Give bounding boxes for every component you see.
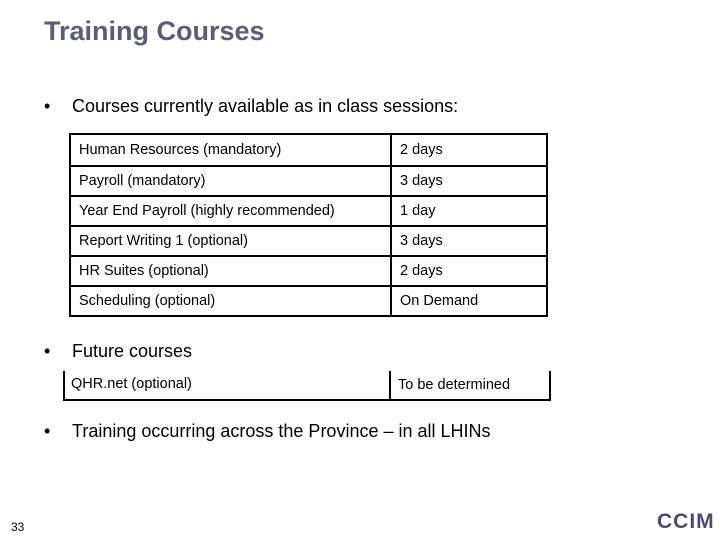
course-name: Year End Payroll (highly recommended) [70, 196, 391, 226]
table-row [70, 196, 547, 226]
course-name: Human Resources (mandatory) [70, 134, 391, 166]
bullet-dot: • [44, 421, 51, 441]
bullet-text: Courses currently available as in class sessions: [72, 96, 459, 116]
course-duration: 1 day [391, 196, 547, 226]
bullet-class-sessions [44, 96, 458, 117]
bullet-province [44, 421, 491, 442]
courses-table [69, 133, 548, 317]
bullet-text: Future courses [72, 341, 193, 361]
course-name: Report Writing 1 (optional) [70, 226, 391, 256]
future-courses-table [63, 371, 551, 401]
table-row [70, 286, 547, 316]
course-duration: 2 days [391, 134, 547, 166]
future-course-name: QHR.net (optional) [71, 376, 192, 392]
page-title: Training Courses [44, 16, 265, 46]
bullet-future-courses [44, 341, 192, 362]
course-name: Scheduling (optional) [70, 286, 391, 316]
bullet-text: Training occurring across the Province – in all LHINs [72, 421, 491, 441]
table-row [70, 256, 547, 286]
course-duration: 2 days [391, 256, 547, 286]
ccim-logo: CCIM [657, 510, 715, 533]
future-course-duration: To be determined [398, 377, 511, 393]
table-row [70, 166, 547, 196]
bullet-dot: • [44, 341, 51, 361]
course-name: Payroll (mandatory) [70, 166, 391, 196]
page-number: 33 [11, 520, 25, 534]
table-divider [389, 371, 391, 399]
table-row [70, 134, 547, 166]
course-duration: 3 days [391, 226, 547, 256]
bullet-dot: • [44, 96, 51, 116]
table-row [70, 226, 547, 256]
course-duration: 3 days [391, 166, 547, 196]
course-duration: On Demand [391, 286, 547, 316]
course-name: HR Suites (optional) [70, 256, 391, 286]
